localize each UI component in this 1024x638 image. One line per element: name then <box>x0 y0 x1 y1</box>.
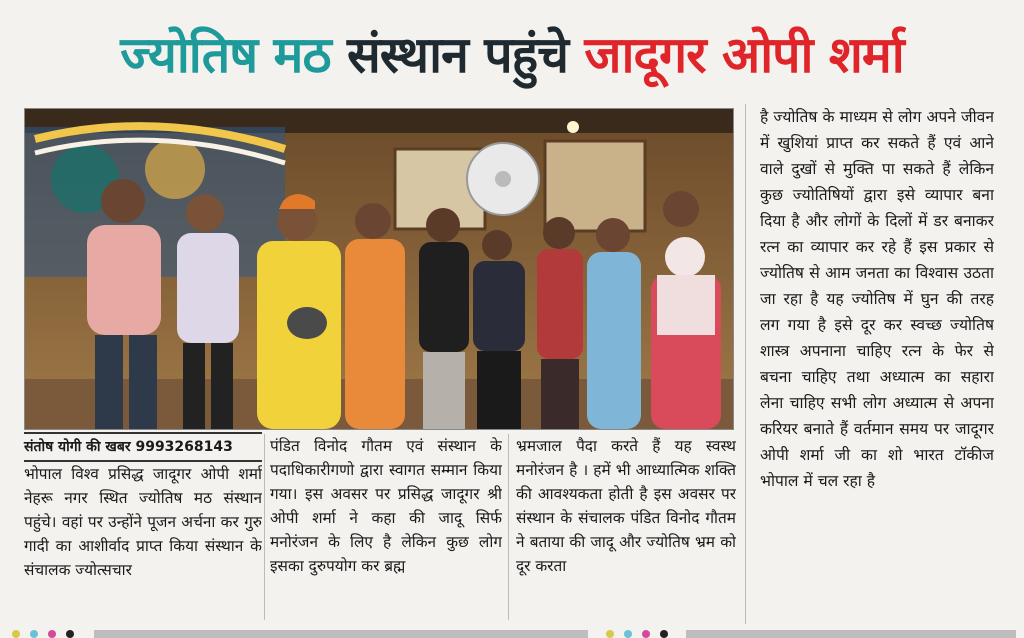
headline <box>0 14 1024 96</box>
registration-mark <box>660 630 668 638</box>
footer-bar <box>686 630 1016 638</box>
column-divider <box>745 104 746 624</box>
registration-mark <box>66 630 74 638</box>
headline-part-2: संस्थान पहुंचे <box>346 26 568 84</box>
article-column-3: भ्रमजाल पैदा करते हैं यह स्वस्थ मनोरंजन है । हमें भी आध्यात्मिक शक्ति की आवश्यकता होती है इस अवसर पर संस्थान के संचालक पंडित विनोद गौतम ने बताया की जादू और ज्योतिष भ्रम को दूर करता <box>516 437 736 575</box>
news-photo <box>24 108 734 430</box>
article-column-2: पंडित विनोद गौतम एवं संस्थान के पदाधिकारीगणो द्वारा स्वागत सम्मान किया गया। इस अवसर पर प्रसिद्ध जादूगर श्री ओपी शर्मा ने कहा की जादू सिर्फ मनोरंजन के लिए है लेकिन कुछ लोग इसका दुरुपयोग कर ब्रह्म <box>270 437 502 575</box>
registration-mark <box>12 630 20 638</box>
article-column-4: है ज्योतिष के माध्यम से लोग अपने जीवन में खुशियां प्राप्त कर सकते हैं एवं आने वाले दुखों से मुक्ति पा सकते हैं लेकिन कुछ ज्योतिषियों द्वारा इसे व्यापार बना दिया है और लोगों के दिलों में डर बनाकर रत्न का व्यापार कर रहे हैं इस प्रकार से ज्योतिष से आम जनता का विश्वास उठता जा रहा है यह ज्योतिष में घुन की तरह लग गया है इसे दूर कर स्वच्छ ज्योतिष शास्त्र अपनाना चाहिए रत्न के फेर से बचना चाहिए तथा अध्यात्म का सहारा लेना चाहिए सभी लोग अध्यात्म से अपना करियर बनाते हैं वर्तमान समय पर जादूगर ओपी शर्मा जी का शो भारत टॉकीज भोपाल में चल रहा है <box>760 108 994 490</box>
column-divider <box>508 434 509 620</box>
group-photo-icon <box>25 109 733 429</box>
reporter-credit: संतोष योगी की खबर 9993268143 <box>24 432 262 462</box>
headline-part-3: जादूगर ओपी शर्मा <box>584 26 904 84</box>
registration-mark <box>606 630 614 638</box>
registration-mark <box>642 630 650 638</box>
headline-part-1: ज्योतिष मठ <box>120 26 331 84</box>
registration-mark <box>48 630 56 638</box>
registration-mark <box>30 630 38 638</box>
article-column-1: भोपाल विश्व प्रसिद्ध जादूगर ओपी शर्मा नेहरू नगर स्थित ज्योतिष मठ संस्थान पहुंचे। वहां पर उन्होंने पूजन अर्चना कर गुरु गादी का आशीर्वाद प्राप्त किया संस्थान के संचालक ज्योत्सचार <box>24 465 262 579</box>
footer-bar <box>94 630 588 638</box>
column-divider <box>264 434 265 620</box>
registration-mark <box>624 630 632 638</box>
